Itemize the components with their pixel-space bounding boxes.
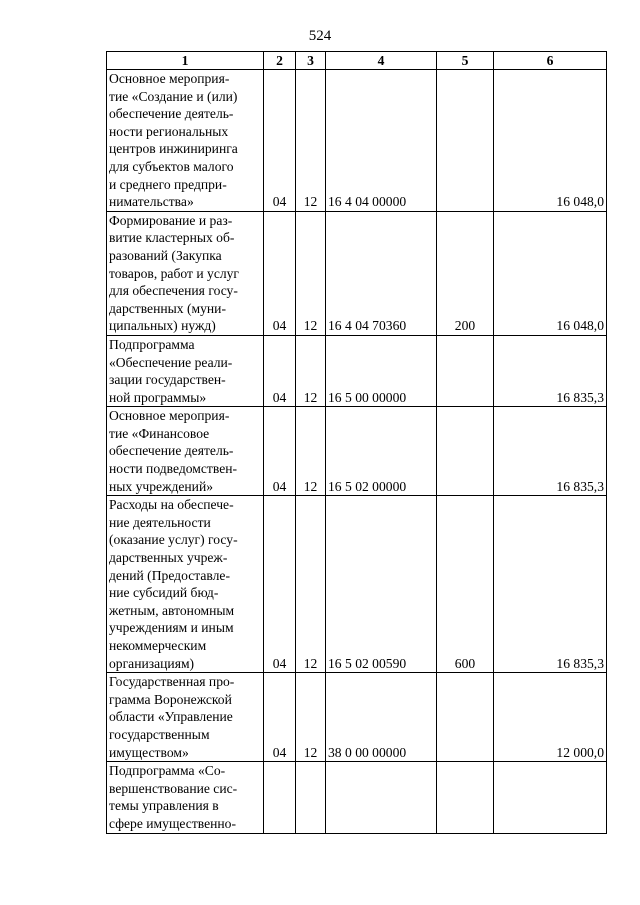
table-row (107, 335, 607, 406)
target-article-cell: 16 4 04 70360 (326, 211, 437, 335)
name-line: Основное мероприя- (109, 408, 230, 424)
name-line: Государственная про- (109, 674, 235, 690)
row-name-cell (107, 496, 264, 673)
subsection-cell: 12 (296, 211, 326, 335)
name-line: имуществом» (109, 744, 189, 760)
amount-cell (494, 762, 607, 833)
table-row (107, 673, 607, 762)
expense-type-cell (437, 673, 494, 762)
name-line: Формирование и раз- (109, 212, 233, 228)
name-line: обеспечение деятель- (109, 106, 234, 122)
column-header-expense-type: 5 (437, 52, 494, 70)
name-line: ности региональных (109, 123, 229, 139)
name-line: ципальных) нужд) (109, 318, 216, 334)
amount-cell: 16 835,3 (494, 335, 607, 406)
name-line: и среднего предпри- (109, 176, 227, 192)
target-article-cell (326, 762, 437, 833)
name-line: дений (Предоставле- (109, 567, 230, 583)
expense-type-cell: 600 (437, 496, 494, 673)
subsection-cell: 12 (296, 673, 326, 762)
subsection-cell: 12 (296, 335, 326, 406)
table-row (107, 407, 607, 496)
table-row (107, 762, 607, 833)
name-line: вершенствование сис- (109, 780, 238, 796)
subsection-cell: 12 (296, 407, 326, 496)
column-header-name: 1 (107, 52, 264, 70)
name-line: Подпрограмма (109, 336, 195, 352)
expense-type-cell (437, 70, 494, 212)
name-line: некоммерческим (109, 638, 207, 653)
target-article-cell: 16 4 04 00000 (326, 70, 437, 212)
table-row (107, 496, 607, 673)
name-line: темы управления в (109, 798, 219, 814)
column-header-amount: 6 (494, 52, 607, 70)
name-line: обеспечение деятель- (109, 443, 234, 459)
name-line: товаров, работ и услуг (109, 265, 240, 281)
name-line: Подпрограмма «Со- (109, 763, 226, 779)
name-line: ности подведомствен- (109, 461, 238, 477)
name-line: «Обеспечение реали- (109, 354, 233, 370)
name-line: тие «Финансовое (109, 425, 210, 441)
name-line: организациям) (109, 655, 195, 671)
section-cell: 04 (264, 211, 296, 335)
expense-type-cell (437, 335, 494, 406)
name-line: для субъектов малого (109, 158, 234, 174)
name-line: области «Управление (109, 709, 233, 725)
subsection-cell: 12 (296, 70, 326, 212)
row-name-cell (107, 335, 264, 406)
header-row (107, 52, 607, 70)
name-line: центров инжиниринга (109, 141, 238, 157)
target-article-cell: 38 0 00 00000 (326, 673, 437, 762)
page-number: 524 (308, 28, 332, 44)
name-line: Расходы на обеспече- (109, 497, 234, 513)
expense-type-cell (437, 762, 494, 833)
name-line: ных учреждений» (109, 478, 214, 494)
name-line: (оказание услуг) госу- (109, 532, 238, 548)
amount-cell: 16 048,0 (494, 70, 607, 212)
target-article-cell: 16 5 00 00000 (326, 335, 437, 406)
amount-cell: 16 835,3 (494, 496, 607, 673)
name-line: нимательства» (109, 194, 194, 210)
name-line: ние субсидий бюд- (109, 585, 219, 601)
name-line: для обеспечения госу- (109, 283, 238, 299)
name-line: разований (Закупка (109, 247, 222, 263)
name-line: витие кластерных об- (109, 230, 235, 246)
name-line: Основное мероприя- (109, 71, 230, 86)
subsection-cell: 12 (296, 496, 326, 673)
amount-cell: 16 048,0 (494, 211, 607, 335)
row-name-cell (107, 407, 264, 496)
name-line: зации государствен- (109, 372, 226, 388)
name-line: государственным (109, 726, 210, 742)
target-article-cell: 16 5 02 00000 (326, 407, 437, 496)
name-line: ние деятельности (109, 514, 211, 530)
target-article-cell: 16 5 02 00590 (326, 496, 437, 673)
name-line: ной программы» (109, 389, 207, 405)
row-name-cell (107, 211, 264, 335)
budget-table (106, 51, 607, 834)
section-cell (264, 762, 296, 833)
row-name-cell (107, 673, 264, 762)
name-line: сфере имущественно- (109, 815, 237, 831)
row-name-cell (107, 70, 264, 212)
table-row (107, 70, 607, 212)
name-line: дарственных (муни- (109, 300, 226, 316)
name-line: тие «Создание и (или) (109, 88, 238, 104)
expense-type-cell: 200 (437, 211, 494, 335)
name-line: грамма Воронежской (109, 691, 232, 707)
section-cell: 04 (264, 335, 296, 406)
expense-type-cell (437, 407, 494, 496)
subsection-cell (296, 762, 326, 833)
section-cell: 04 (264, 673, 296, 762)
table-row (107, 211, 607, 335)
name-line: дарственных учреж- (109, 550, 228, 566)
section-cell: 04 (264, 407, 296, 496)
amount-cell: 16 835,3 (494, 407, 607, 496)
row-name-cell (107, 762, 264, 833)
column-header-subsection: 3 (296, 52, 326, 70)
section-cell: 04 (264, 496, 296, 673)
name-line: учреждениям и иным (109, 620, 234, 636)
name-line: жетным, автономным (109, 602, 235, 618)
amount-cell: 12 000,0 (494, 673, 607, 762)
column-header-section: 2 (264, 52, 296, 70)
column-header-target-article: 4 (326, 52, 437, 70)
section-cell: 04 (264, 70, 296, 212)
